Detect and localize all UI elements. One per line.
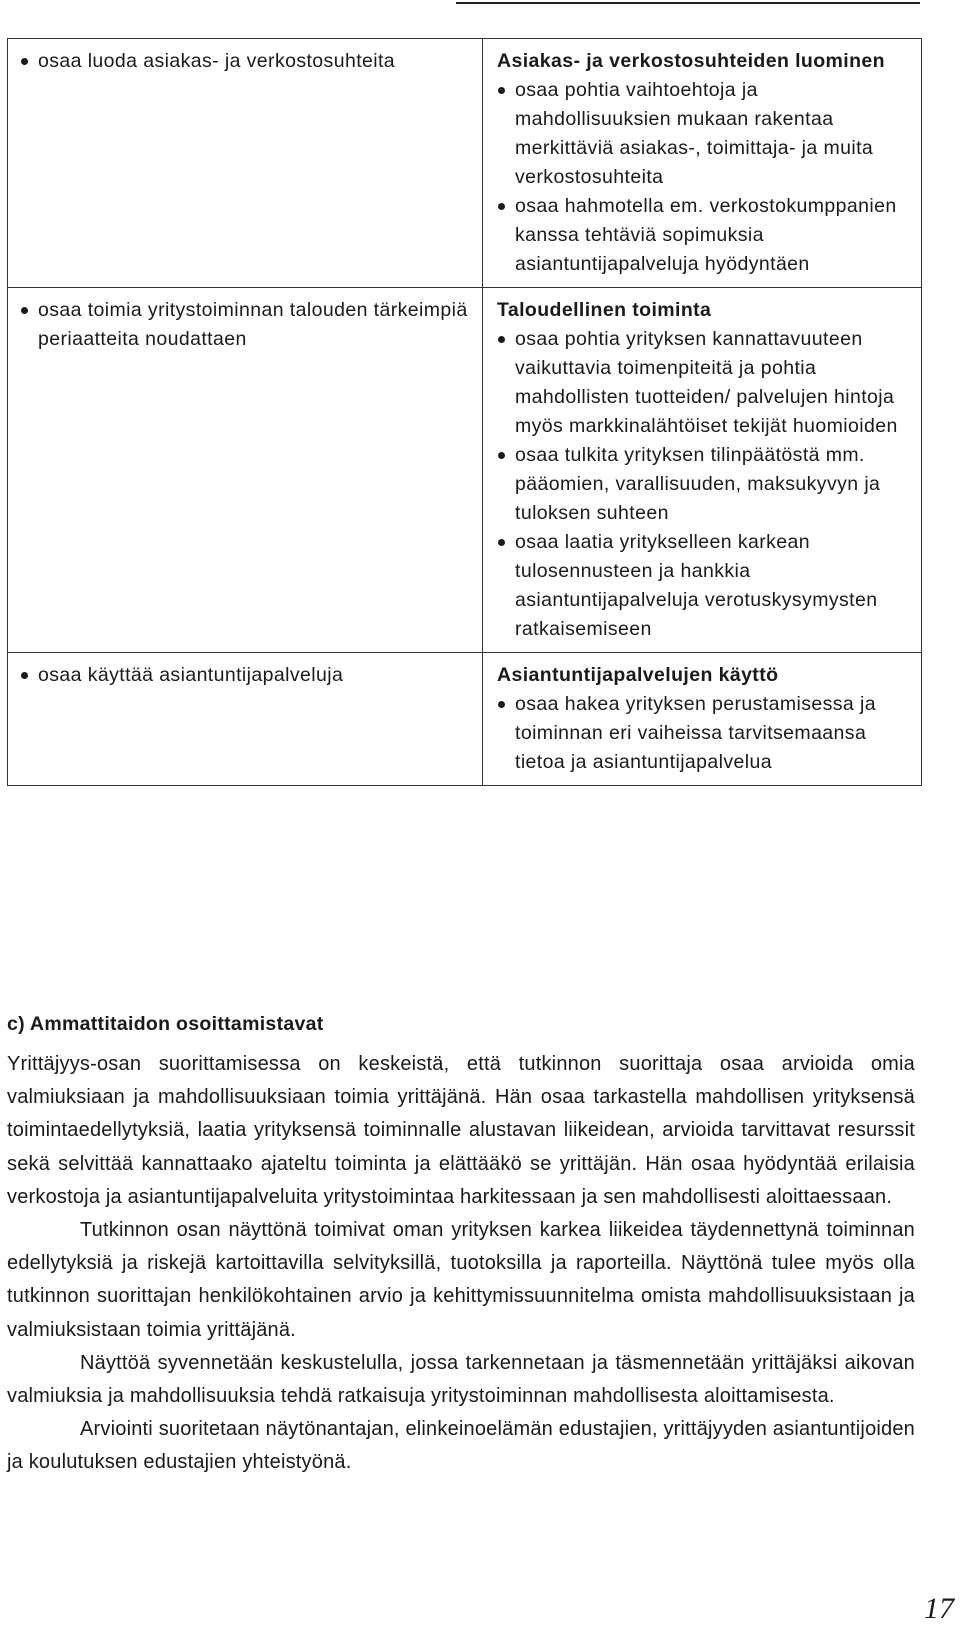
criteria-heading: Taloudellinen toiminta: [497, 299, 712, 321]
objective-cell: [8, 653, 483, 786]
table-row: [8, 39, 922, 288]
paragraph: Näyttöä syvennetään keskustelulla, jossa tarkennetaan ja täsmennetään yrittäjäksi aikovan valmiuksia ja mahdollisuuksia tehdä ratkaisuja yritystoiminnan mahdollisesta aloittamisesta.: [7, 1351, 915, 1408]
paragraph: Arviointi suoritetaan näytönantajan, elinkeinoelämän edustajien, yrittäjyyden asiantuntijoiden ja koulutuksen edustajien yhteistyönä.: [7, 1418, 915, 1474]
criteria-heading: Asiakas- ja verkostosuhteiden luominen: [497, 50, 885, 72]
criteria-bullet: osaa pohtia yrityksen kannattavuuteen vaikuttavia toimenpiteitä ja pohtia mahdollisten tuotteiden/ palvelujen hintoja myös markkinalähtöiset tekijät huomioiden: [497, 325, 909, 441]
criteria-bullet: osaa pohtia vaihtoehtoja ja mahdollisuuksien mukaan rakentaa merkittäviä asiakas-, toimittaja- ja muita verkostosuhteita: [497, 76, 909, 192]
criteria-bullet: osaa hakea yrityksen perustamisessa ja toiminnan eri vaiheissa tarvitsemaansa tietoa ja asiantuntijapalvelua: [497, 690, 909, 777]
criteria-cell: [483, 288, 922, 653]
objective-cell: [8, 288, 483, 653]
criteria-bullet: osaa laatia yritykselleen karkean tulosennusteen ja hankkia asiantuntijapalveluja verotuskysymysten ratkaisemiseen: [497, 528, 909, 644]
top-rule: [456, 2, 920, 4]
criteria-bullet: osaa hahmotella em. verkostokumppanien kanssa tehtäviä sopimuksia asiantuntijapalveluja hyödyntäen: [497, 192, 909, 279]
paragraph: Yrittäjyys-osan suorittamisessa on keskeistä, että tutkinnon suorittaja osaa arvioida omia valmiuksiaan ja mahdollisuuksiaan toimia yrittäjänä. Hän osaa tarkastella mahdollisen yrityksensä toimintaedellytyksiä, laatia yrityksensä toiminnalle alustavan liikeidean, arvioida tarvittavat resurssit sekä selvittää kannattaako ajateltu toiminta ja elättääkö se yrittäjän. Hän osaa hyödyntää erilaisia verkostoja ja asiantuntijapalveluita yritystoimintaa harkitessaan ja sen mahdollisesti aloittaessaan.: [7, 1053, 915, 1208]
criteria-heading: Asiantuntijapalvelujen käyttö: [497, 664, 779, 686]
objective-cell: [8, 39, 483, 288]
paragraph: Tutkinnon osan näyttönä toimivat oman yrityksen karkea liikeidea täydennettynä toiminnan edellytyksiä ja riskejä kartoittavilla selvityksillä, tuotoksilla ja raporteilla. Näyttönä tulee myös olla tutkinnon suorittajan henkilökohtainen arvio ja kehittymissuunnitelma omista mahdollisuuksistaan ja valmiuksistaan toimia yrittäjänä.: [7, 1219, 915, 1341]
criteria-cell: [483, 653, 922, 786]
section-title: c) Ammattitaidon osoittamistavat: [7, 1013, 324, 1035]
criteria-bullet: osaa tulkita yrityksen tilinpäätöstä mm. pääomien, varallisuuden, maksukyvyn ja tuloksen suhteen: [497, 441, 909, 528]
competence-table: [7, 38, 922, 786]
objective-text: osaa toimia yritystoiminnan talouden tärkeimpiä periaatteita noudattaen: [20, 296, 472, 354]
criteria-cell: [483, 39, 922, 288]
objective-text: osaa käyttää asiantuntijapalveluja: [20, 661, 472, 690]
table-row: [8, 653, 922, 786]
body-text: [7, 1048, 915, 1480]
table-row: [8, 288, 922, 653]
objective-text: osaa luoda asiakas- ja verkostosuhteita: [20, 47, 472, 76]
page-number: 17: [924, 1592, 954, 1625]
